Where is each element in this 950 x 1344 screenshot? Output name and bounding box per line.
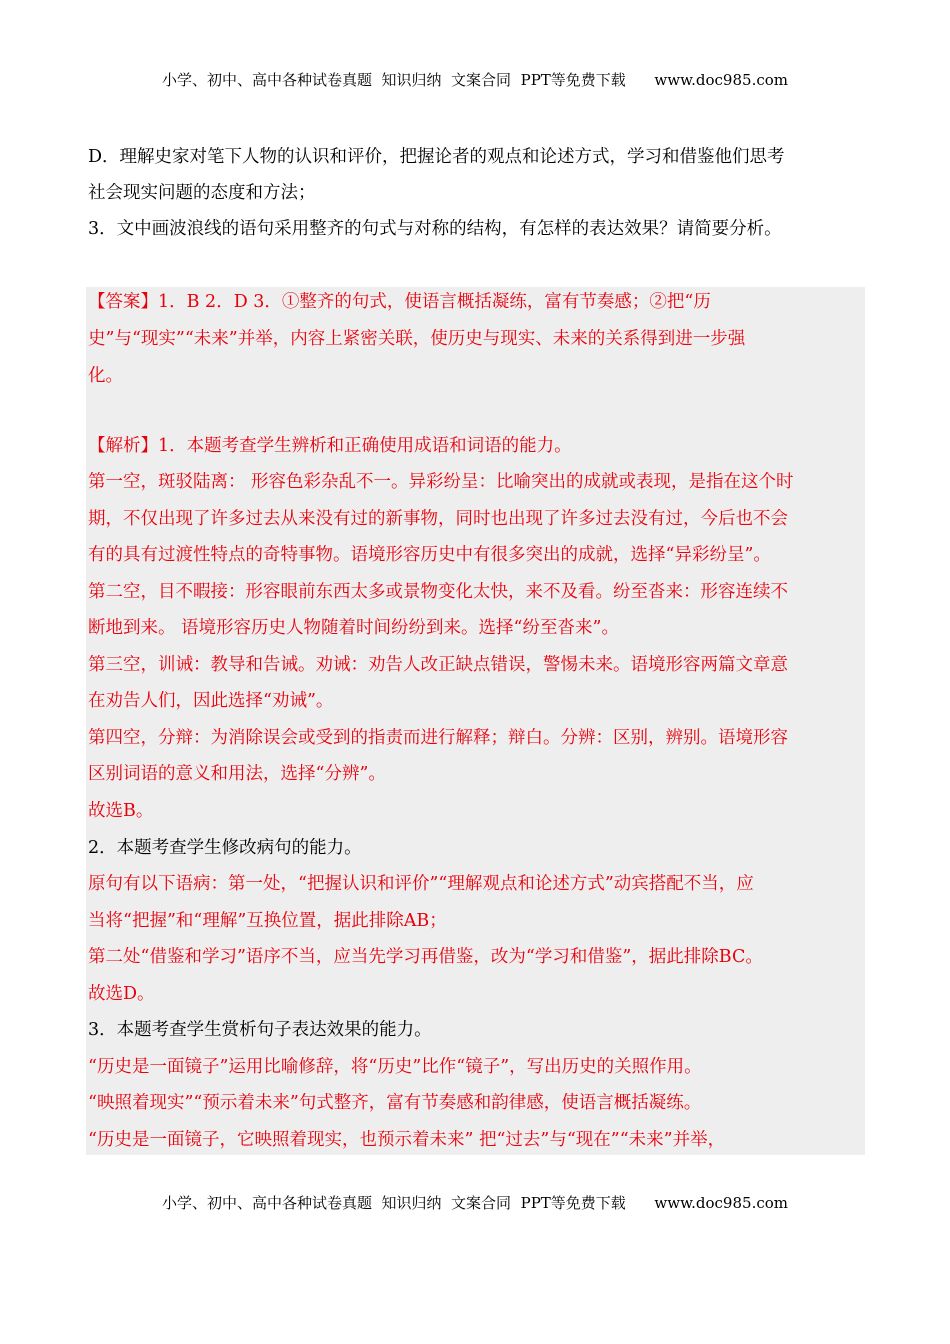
analysis-line: 第二处“借鉴和学习”语序不当，应当先学习再借鉴，改为“学习和借鉴”，据此排除BC。 xyxy=(88,947,763,967)
analysis-line: “历史是一面镜子”运用比喻修辞，将“历史”比作“镜子”，写出历史的关照作用。 xyxy=(88,1057,702,1077)
page-footer: 小学、初中、高中各种试卷真题 知识归纳 文案合同 PPT等免费下载 www.doc985.com xyxy=(161,1194,788,1212)
analysis-line: 区别词语的意义和用法，选择“分辨”。 xyxy=(88,764,386,784)
analysis-line: 故选B。 xyxy=(88,801,154,821)
analysis-line: 原句有以下语病：第一处，“把握认识和评价”“理解观点和论述方式”动宾搭配不当，应 xyxy=(88,874,754,894)
analysis-line: 【解析】1．本题考查学生辨析和正确使用成语和词语的能力。 xyxy=(88,436,572,456)
analysis-line: 2．本题考查学生修改病句的能力。 xyxy=(88,838,362,858)
analysis-line: 3．本题考查学生赏析句子表达效果的能力。 xyxy=(88,1020,432,1040)
answer-line: 【答案】1．B 2．D 3．①整齐的句式，使语言概括凝练，富有节奏感；②把“历 xyxy=(88,292,711,312)
analysis-line: 第二空，目不暇接：形容眼前东西太多或景物变化太快，来不及看。纷至沓来：形容连续不 xyxy=(88,582,788,602)
analysis-line: 断地到来。 语境形容历史人物随着时间纷纷到来。选择“纷至沓来”。 xyxy=(88,618,619,638)
analysis-line: “映照着现实”“预示着未来”句式整齐，富有节奏感和韵律感，使语言概括凝练。 xyxy=(88,1093,702,1113)
answer-line: 化。 xyxy=(88,366,123,386)
option-d-line-2: 社会现实问题的态度和方法； xyxy=(88,183,316,203)
analysis-line: 期，不仅出现了许多过去从来没有过的新事物，同时也出现了许多过去没有过，今后也不会 xyxy=(88,509,788,529)
analysis-line: 第四空，分辩：为消除误会或受到的指责而进行解释；辩白。分辨：区别，辨别。语境形容 xyxy=(88,728,788,748)
question-3-text: 3．文中画波浪线的语句采用整齐的句式与对称的结构，有怎样的表达效果？请简要分析。 xyxy=(88,219,782,239)
answer-line: 史”与“现实”“未来”并举，内容上紧密关联，使历史与现实、未来的关系得到进一步强 xyxy=(88,329,746,349)
analysis-line: 故选D。 xyxy=(88,984,155,1004)
option-d-line-1: D．理解史家对笔下人物的认识和评价，把握论者的观点和论述方式，学习和借鉴他们思考 xyxy=(88,147,785,167)
analysis-line: 第一空，斑驳陆离： 形容色彩杂乱不一。异彩纷呈：比喻突出的成就或表现，是指在这个时 xyxy=(88,472,794,492)
analysis-line: “历史是一面镜子，它映照着现实，也预示着未来” 把“过去”与“现在”“未来”并举， xyxy=(88,1130,726,1150)
analysis-line: 第三空，训诫：教导和告诫。劝诫：劝告人改正缺点错误，警惕未来。语境形容两篇文章意 xyxy=(88,655,788,675)
analysis-line: 当将“把握”和“理解”互换位置，据此排除AB； xyxy=(88,911,447,931)
analysis-line: 有的具有过渡性特点的奇特事物。语境形容历史中有很多突出的成就，选择“异彩纷呈”。 xyxy=(88,545,771,565)
page-header: 小学、初中、高中各种试卷真题 知识归纳 文案合同 PPT等免费下载 www.doc985.com xyxy=(161,71,788,89)
analysis-line: 在劝告人们，因此选择“劝诫”。 xyxy=(88,691,334,711)
